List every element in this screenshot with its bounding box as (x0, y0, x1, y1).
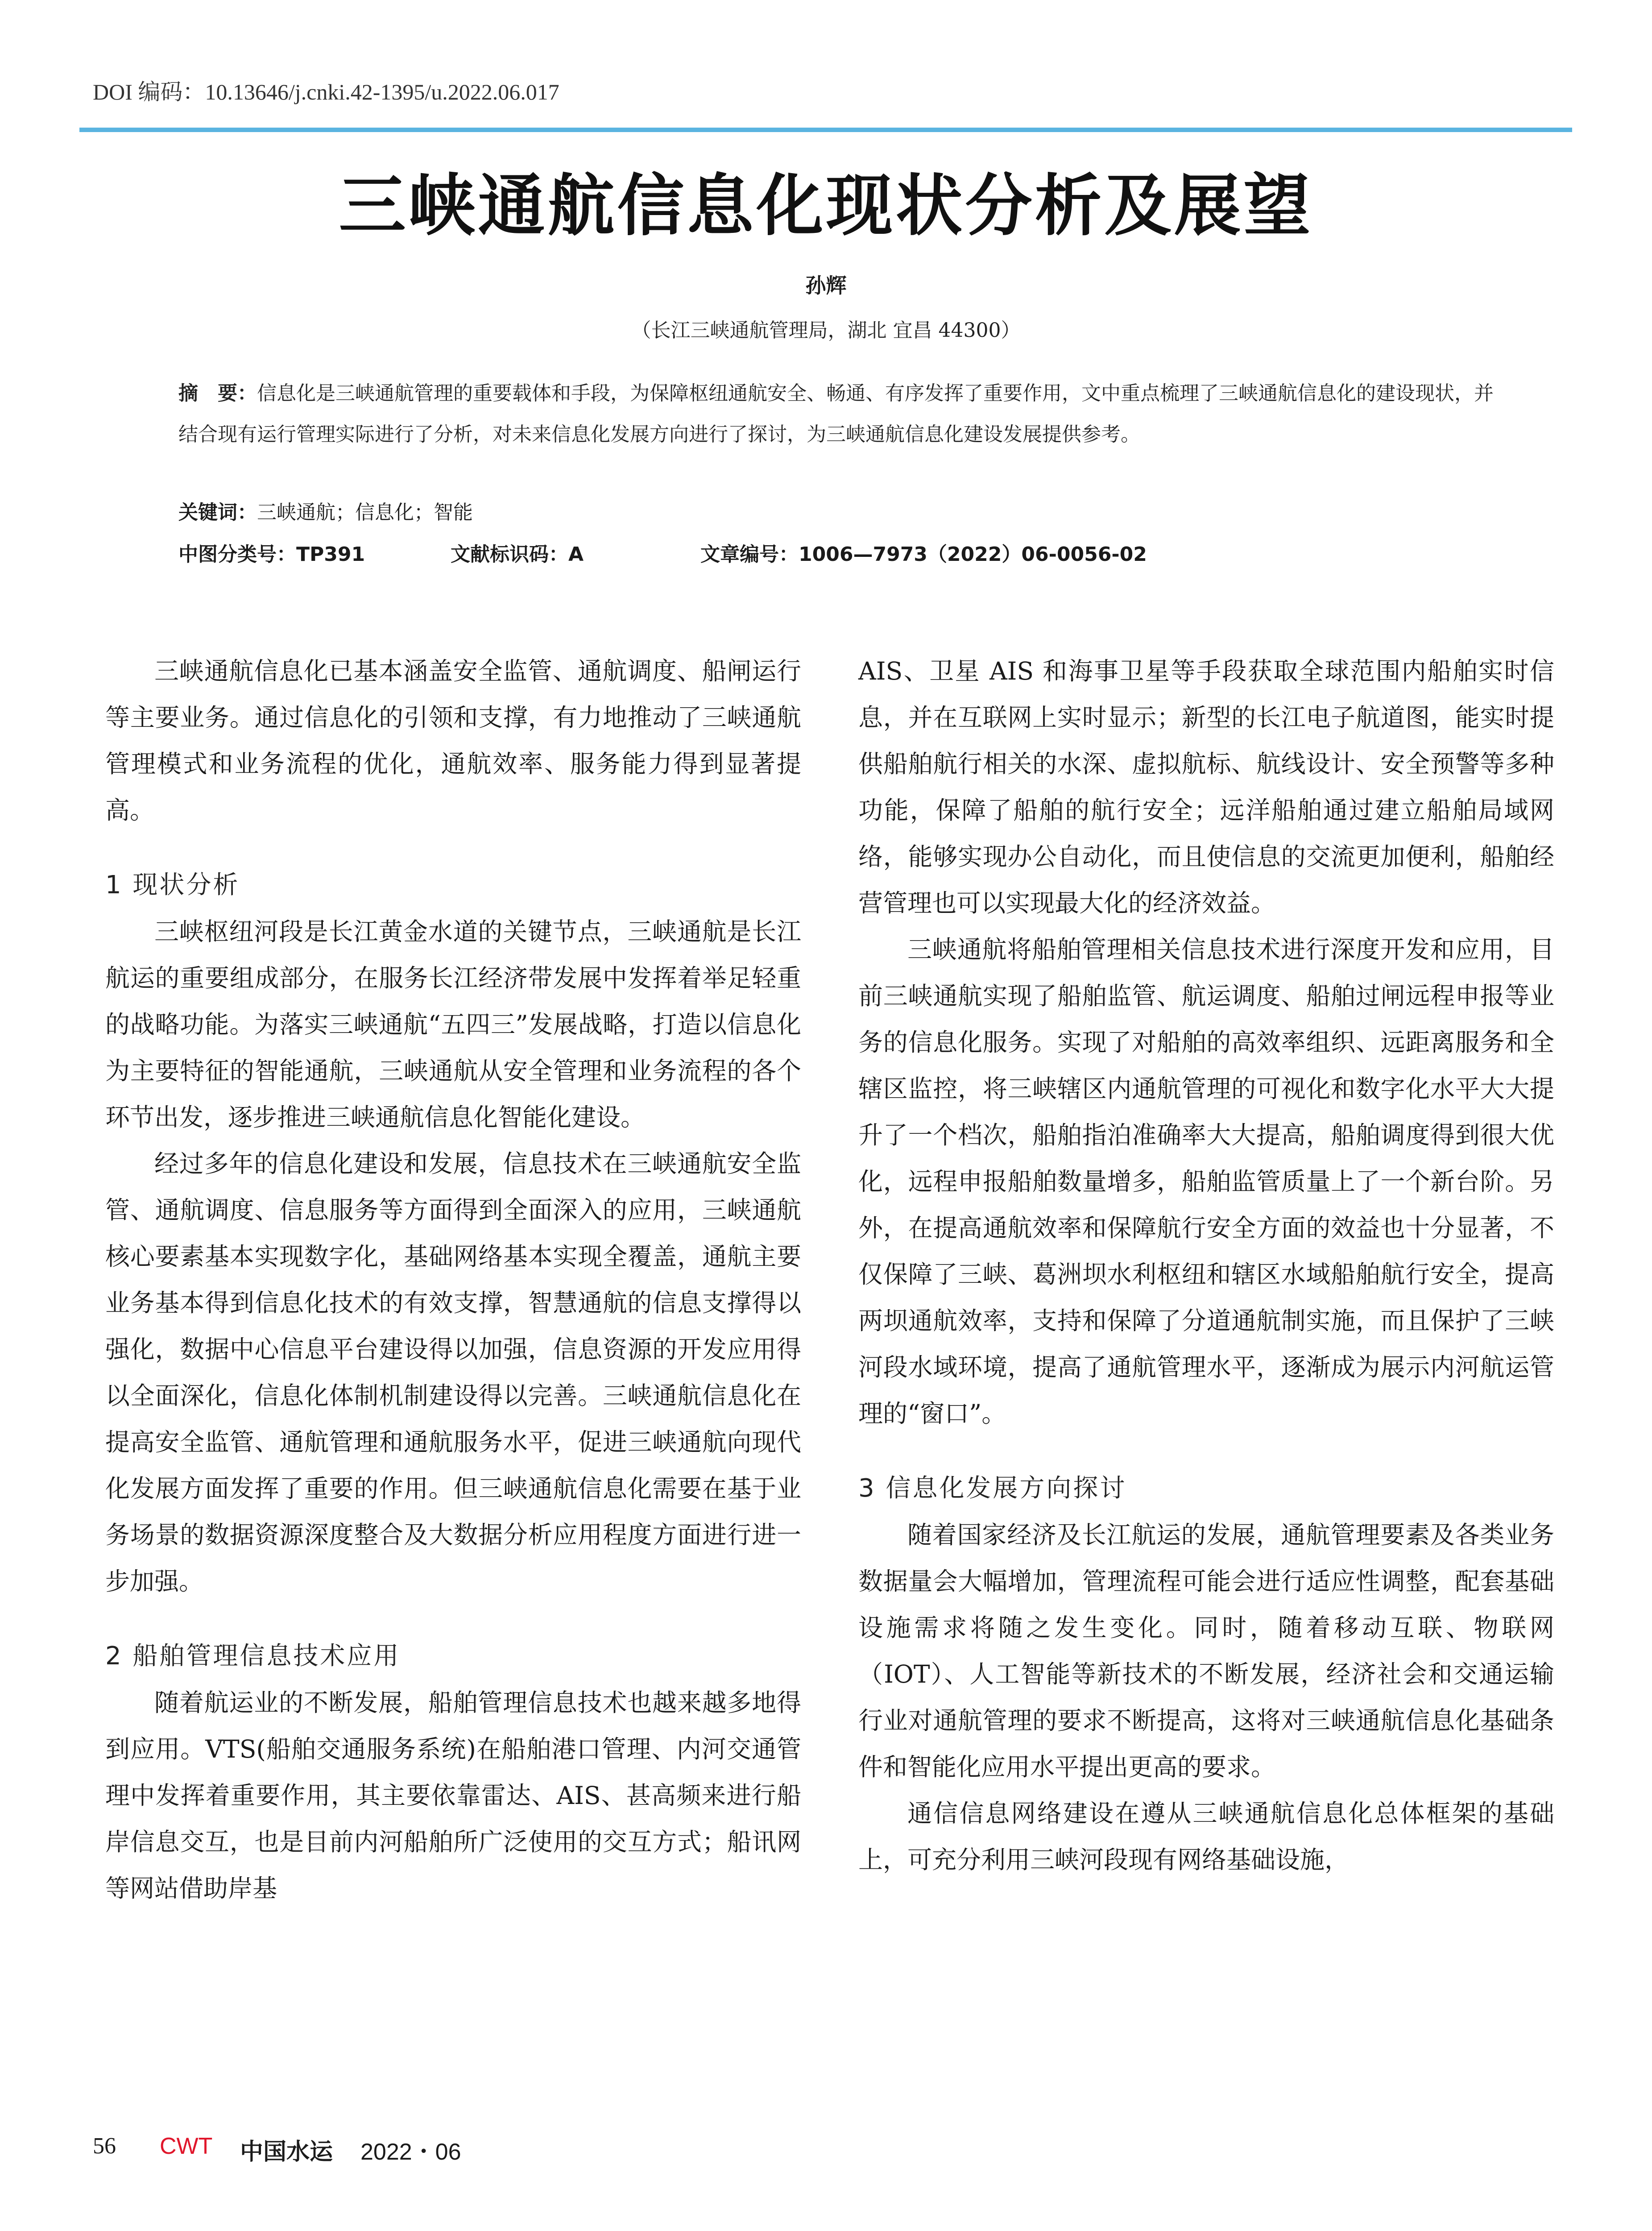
intro-paragraph: 三峡通航信息化已基本涵盖安全监管、通航调度、船闸运行等主要业务。通过信息化的引领和支撑，有力地推动了三峡通航管理模式和业务流程的优化，通航效率、服务能力得到显著提高。 (105, 657, 801, 825)
page-number: 56 (93, 2133, 116, 2159)
section-1-paragraph-2: 经过多年的信息化建设和发展，信息技术在三峡通航安全监管、通航调度、信息服务等方面得到全面深入的应用，三峡通航核心要素基本实现数字化，基础网络基本实现全覆盖，通航主要业务基本得到信息化技术的有效支撑，智慧通航的信息支撑得以强化，数据中心信息平台建设得以加强，信息资源的开发应用得以全面深化，信息化体制机制建设得以完善。三峡通航信息化在提高安全监管、通航管理和通航服务水平，促进三峡通航向现代化发展方面发挥了重要的作用。但三峡通航信息化需要在基于业务场景的数据资源深度整合及大数据分析应用程度方面进行进一步加强。 (105, 1149, 801, 1596)
section-3-paragraph-1: 随着国家经济及长江航运的发展，通航管理要素及各类业务数据量会大幅增加，管理流程可能会进行适应性调整，配套基础设施需求将随之发生变化。同时，随着移动互联、物联网（IOT）、人工智能等新技术的不断发展，经济社会和交通运输行业对通航管理的要求不断提高，这将对三峡通航信息化基础条件和智能化应用水平提出更高的要求。 (858, 1521, 1554, 1781)
section-2-heading: 2 船舶管理信息技术应用 (105, 1642, 401, 1671)
right-column (858, 648, 1554, 1883)
clc-number: 中图分类号：TP391 (178, 543, 365, 566)
author-name: 孙辉 (805, 274, 847, 298)
section-2-paragraph-2: 三峡通航将船舶管理相关信息技术进行深度开发和应用，目前三峡通航实现了船舶监管、航运调度、船舶过闸远程申报等业务的信息化服务。实现了对船舶的高效率组织、远距离服务和全辖区监控，将三峡辖区内通航管理的可视化和数字化水平大大提升了一个档次，船舶指泊准确率大大提高，船舶调度得到很大优化，远程申报船舶数量增多，船舶监管质量上了一个新台阶。另外，在提高通航效率和保障航行安全方面的效益也十分显著，不仅保障了三峡、葛洲坝水利枢纽和辖区水域船舶航行安全，提高两坝通航效率，支持和保障了分道通航制实施，而且保护了三峡河段水域环境，提高了通航管理水平，逐渐成为展示内河航运管理的“窗口”。 (858, 935, 1554, 1428)
section-1-paragraph-1: 三峡枢纽河段是长江黄金水道的关键节点，三峡通航是长江航运的重要组成部分，在服务长江经济带发展中发挥着举足轻重的战略功能。为落实三峡通航“五四三”发展战略，打造以信息化为主要特征的智能通航，三峡通航从安全管理和业务流程的各个环节出发，逐步推进三峡通航信息化智能化建设。 (105, 917, 801, 1132)
journal-issue: 2022・06 (360, 2139, 461, 2165)
document-code: 文献标识码：A (451, 543, 584, 566)
keywords-label: 关键词： (178, 501, 257, 524)
author-affiliation: （长江三峡通航管理局，湖北 宜昌 44300） (631, 319, 1021, 342)
section-2-paragraph-1: 随着航运业的不断发展，船舶管理信息技术也越来越多地得到应用。VTS(船舶交通服务系统)在船舶港口管理、内河交通管理中发挥着重要作用，其主要依靠雷达、AIS、甚高频来进行船岸信息交互，也是目前内河船舶所广泛使用的交互方式；船讯网等网站借助岸基 (105, 1688, 801, 1903)
abstract (178, 373, 1495, 455)
keywords (178, 496, 473, 525)
abstract-label: 摘 要： (178, 382, 257, 405)
doi-line: DOI 编码：10.13646/j.cnki.42-1395/u.2022.06.017 (93, 79, 559, 104)
keywords-text: 三峡通航；信息化；智能 (257, 501, 473, 524)
header-rule (79, 128, 1572, 132)
article-number: 文章编号：1006—7973（2022）06-0056-02 (700, 543, 1147, 566)
abstract-text: 信息化是三峡通航管理的重要载体和手段，为保障枢纽通航安全、畅通、有序发挥了重要作用，文中重点梳理了三峡通航信息化的建设现状，并结合现有运行管理实际进行了分析，对未来信息化发展方向进行了探讨，为三峡通航信息化建设发展提供参考。 (178, 382, 1494, 446)
article-title: 三峡通航信息化现状分析及展望 (339, 167, 1313, 245)
section-2-paragraph-1-continued: AIS、卫星 AIS 和海事卫星等手段获取全球范围内船舶实时信息，并在互联网上实时显示；新型的长江电子航道图，能实时提供船舶航行相关的水深、虚拟航标、航线设计、安全预警等多种功能，保障了船舶的航行安全；远洋船舶通过建立船舶局域网络，能够实现办公自动化，而且使信息的交流更加便利，船舶经营管理也可以实现最大化的经济效益。 (858, 657, 1554, 917)
journal-abbreviation: CWT (160, 2133, 213, 2159)
section-1-heading: 1 现状分析 (105, 871, 240, 900)
section-3-paragraph-2: 通信信息网络建设在遵从三峡通航信息化总体框架的基础上，可充分利用三峡河段现有网络基础设施， (858, 1799, 1554, 1874)
journal-name: 中国水运 (240, 2139, 333, 2165)
section-3-heading: 3 信息化发展方向探讨 (858, 1474, 1127, 1503)
left-column (105, 648, 801, 1912)
